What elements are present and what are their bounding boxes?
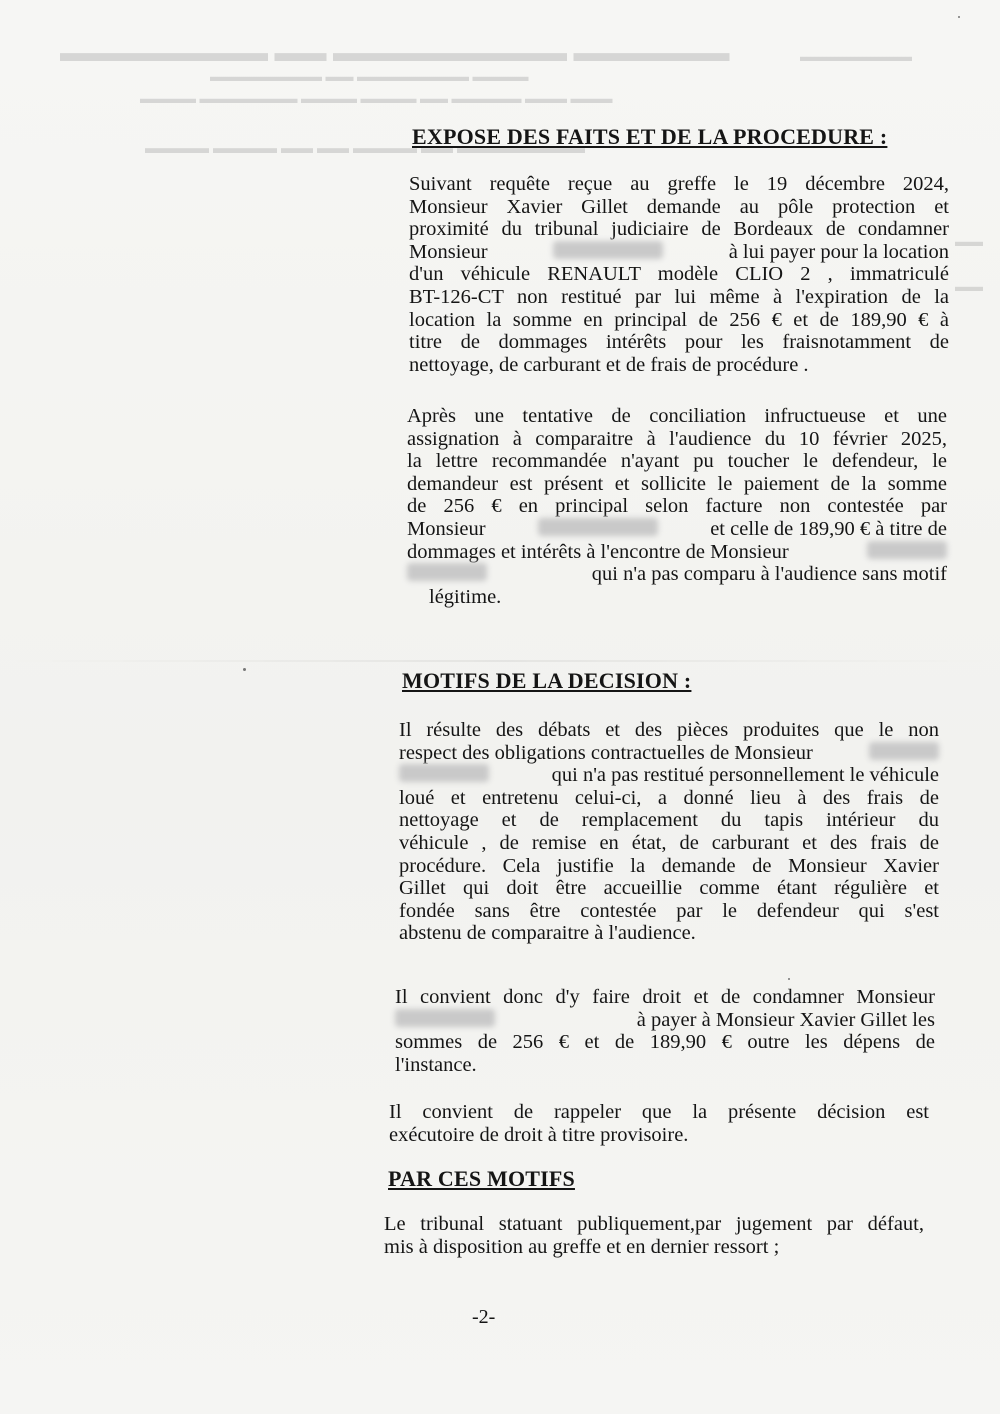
page-number: -2- [472, 1306, 496, 1328]
text-line: location la somme en principal de 256 € et de 189,90 € à [409, 308, 949, 331]
text-line [395, 1009, 935, 1032]
bleed-through-text: ▬▬▬▬ ▬▬▬▬▬▬▬▬ ▬▬ ▬▬▬▬▬▬▬▬ [210, 70, 529, 85]
text-line: Gillet qui doit être accueillie comme étant régulière et [399, 877, 939, 900]
text-line: la lettre recommandée n'ayant pu toucher le defendeur, le [407, 450, 947, 473]
redacted-name [395, 1009, 495, 1027]
text-fragment: et celle de 189,90 € à titre de [710, 517, 947, 540]
text-line: nettoyage et de remplacement du tapis intérieur du [399, 809, 939, 832]
redacted-name [553, 241, 663, 259]
redacted-name [867, 541, 947, 559]
text-line: Il convient donc d'y faire droit et de condamner Monsieur [395, 986, 935, 1008]
text-line: d'un véhicule RENAULT modèle CLIO 2 , immatriculé [409, 263, 949, 286]
text-line: abstenu de comparaitre à l'audience. [399, 922, 696, 945]
text-line [409, 241, 949, 264]
text-line: Après une tentative de conciliation infructueuse et une [407, 405, 947, 427]
text-line: loué et entretenu celui-ci, a donné lieu à des frais de [399, 786, 939, 809]
text-line: de 256 € en principal selon facture non contestée par [407, 495, 947, 518]
text-line: Il convient de rappeler que la présente décision est [389, 1101, 929, 1123]
text-line: proximité du tribunal judiciaire de Bordeaux de condamner [409, 218, 949, 241]
text-line [407, 541, 947, 564]
text-line: Suivant requête reçue au greffe le 19 décembre 2024, [409, 173, 949, 195]
text-fragment: qui n'a pas comparu à l'audience sans motif [591, 563, 947, 586]
section-heading-motifs: MOTIFS DE LA DECISION : [402, 668, 692, 693]
text-line: titre de dommages intérêts pour les fraisnotamment de [409, 331, 949, 354]
redacted-name [399, 764, 489, 782]
redacted-name [869, 742, 939, 760]
text-line [407, 518, 947, 541]
text-line: fondée sans être contestée par le defendeur qui s'est [399, 899, 939, 922]
text-fragment: qui n'a pas restitué personnellement le véhicule [551, 764, 939, 787]
text-line: sommes de 256 € et de 189,90 € outre les dépens de [395, 1031, 935, 1054]
section-heading-par-ces-motifs: PAR CES MOTIFS [388, 1166, 575, 1191]
text-line: Le tribunal statuant publiquement,par jugement par défaut, [384, 1213, 924, 1235]
paragraph-expose-2 [407, 405, 947, 608]
text-line [407, 563, 947, 586]
paragraph-par-ces-motifs [384, 1213, 924, 1258]
text-fragment: dommages et intérêts à l'encontre de Monsieur [407, 540, 789, 563]
text-line: légitime. [429, 585, 502, 608]
bleed-through-text: ▬▬ [955, 280, 983, 295]
text-line: exécutoire de droit à titre provisoire. [389, 1123, 689, 1146]
text-line: assignation à comparaitre à l'audience du 10 février 2025, [407, 427, 947, 450]
bleed-through-text: ▬▬▬ ▬▬▬ ▬▬▬▬▬ ▬▬ ▬▬▬▬ ▬▬▬▬ ▬▬▬▬▬▬▬ ▬▬▬▬ [140, 92, 613, 107]
text-line: véhicule , de remise en état, de carburant et des frais de [399, 831, 939, 854]
paragraph-motifs-3 [389, 1101, 929, 1146]
paragraph-expose-1 [409, 173, 949, 376]
bleed-through-text: ▬▬▬▬▬▬▬▬ [800, 50, 912, 65]
text-line: l'instance. [395, 1053, 477, 1076]
text-line: demandeur est présent et sollicite le paiement de la somme [407, 472, 947, 495]
text-line: Monsieur Xavier Gillet demande au pôle protection et [409, 195, 949, 218]
paragraph-motifs-2 [395, 986, 935, 1076]
bleed-through-text: ▬▬▬▬▬▬ ▬▬▬▬▬▬▬▬▬ ▬▬ ▬▬▬▬▬▬▬▬ [60, 38, 730, 67]
redacted-name [407, 563, 487, 581]
redacted-name [538, 518, 658, 536]
text-fragment: à payer à Monsieur Xavier Gillet les [636, 1008, 935, 1031]
text-line: mis à disposition au greffe et en dernier ressort ; [384, 1235, 780, 1258]
text-line: nettoyage, de carburant et de frais de procédure . [409, 353, 809, 376]
text-line: Il résulte des débats et des pièces produites que le non [399, 719, 939, 741]
text-fragment: Monsieur [407, 517, 486, 540]
text-line: BT-126-CT non restitué par lui même à l'expiration de la [409, 285, 949, 308]
text-fragment: à lui payer pour la location [728, 240, 949, 263]
text-fragment: Monsieur [409, 240, 488, 263]
bleed-through-text: ▬▬ [955, 235, 983, 250]
section-heading-expose: EXPOSE DES FAITS ET DE LA PROCEDURE : [412, 124, 888, 149]
text-line [399, 764, 939, 787]
text-fragment: respect des obligations contractuelles de Monsieur [399, 741, 813, 764]
text-line [399, 742, 939, 765]
text-line: procédure. Cela justifie la demande de Monsieur Xavier [399, 854, 939, 877]
bleed-through-text: ▬▬▬▬▬▬▬▬ ▬▬ ▬▬▬▬ ▬▬ ▬▬ ▬▬▬▬ ▬▬▬▬ [145, 140, 585, 157]
paragraph-motifs-1 [399, 719, 939, 945]
